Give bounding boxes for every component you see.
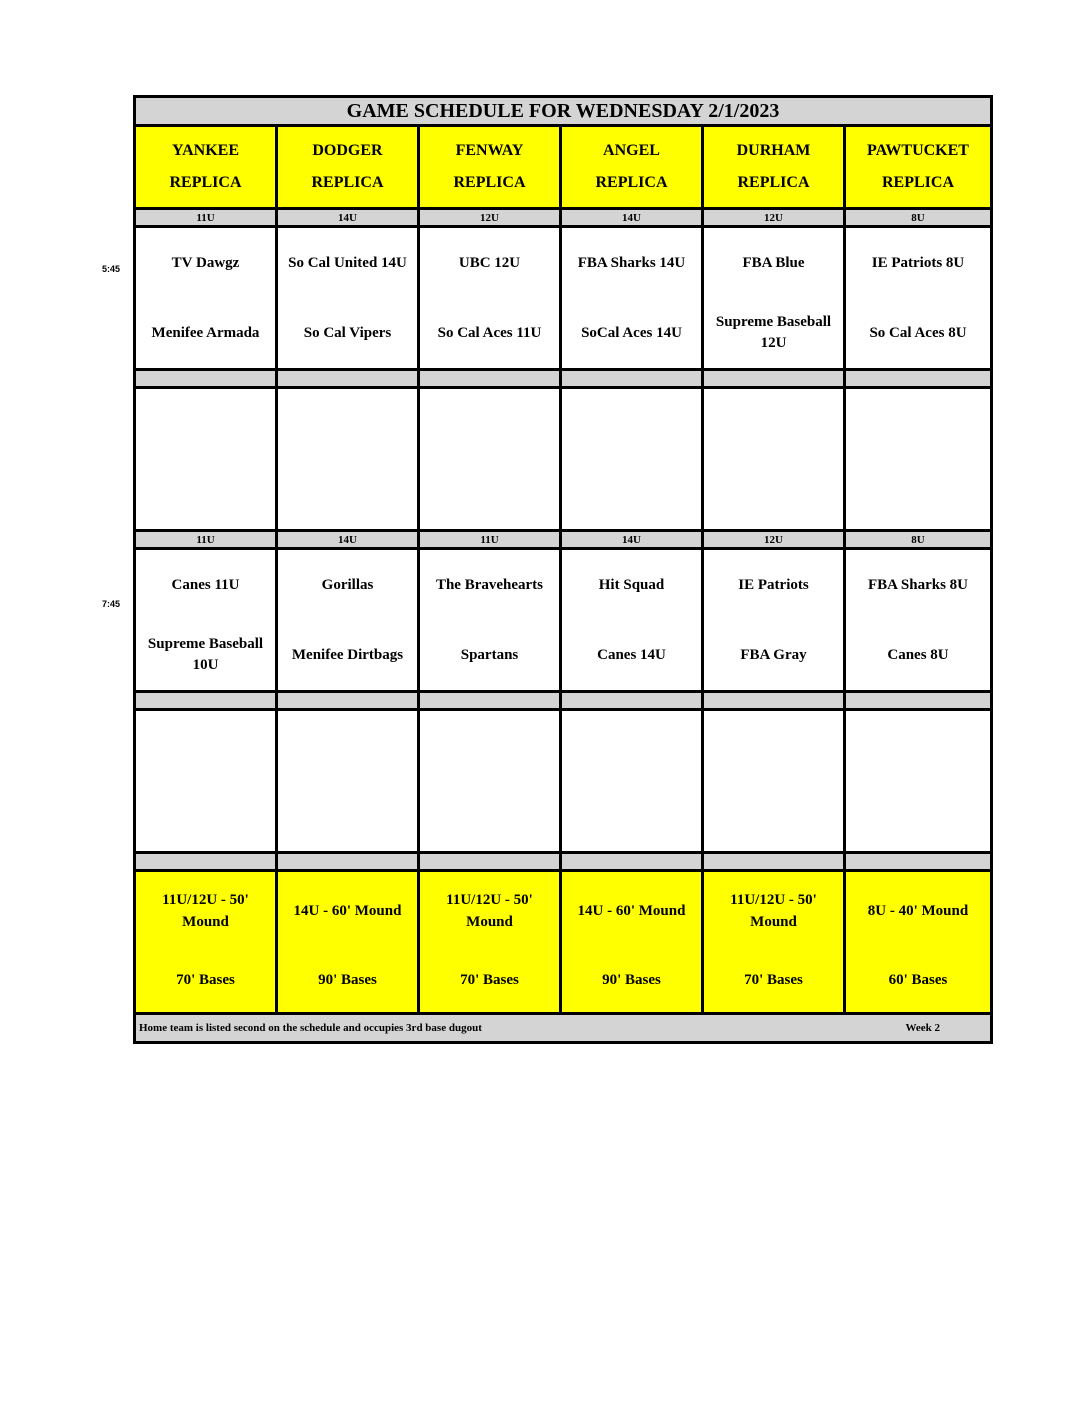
field-header bbox=[135, 126, 277, 209]
field-rules-cell bbox=[277, 871, 419, 1014]
mound-distance: 14U - 60' Mound bbox=[293, 902, 402, 919]
spacer-cell bbox=[845, 692, 992, 710]
field-name: ANGEL bbox=[603, 142, 660, 159]
empty-cell bbox=[845, 388, 992, 531]
game-cell bbox=[277, 549, 419, 692]
field-header-row bbox=[135, 126, 992, 209]
game-cell bbox=[277, 227, 419, 370]
spacer-cell bbox=[561, 370, 703, 388]
age-division: 8U bbox=[845, 209, 992, 227]
week-label: Week 2 bbox=[905, 1022, 940, 1034]
home-team: Menifee Armada bbox=[151, 324, 260, 341]
home-team-note: Home team is listed second on the schedule and occupies 3rd base dugout bbox=[139, 1022, 482, 1034]
home-team: Canes 14U bbox=[597, 646, 666, 663]
empty-cell bbox=[419, 388, 561, 531]
spacer-cell bbox=[419, 692, 561, 710]
spacer-cell bbox=[277, 692, 419, 710]
home-team: SoCal Aces 14U bbox=[581, 324, 682, 341]
schedule-title: GAME SCHEDULE FOR WEDNESDAY 2/1/2023 bbox=[135, 97, 992, 126]
age-division: 14U bbox=[561, 531, 703, 549]
spacer-cell bbox=[277, 853, 419, 871]
field-rules-cell bbox=[135, 871, 277, 1014]
away-team: FBA Blue bbox=[742, 254, 805, 271]
field-type: REPLICA bbox=[453, 174, 526, 191]
field-type: REPLICA bbox=[169, 174, 242, 191]
away-team: IE Patriots 8U bbox=[871, 254, 965, 271]
home-team: Spartans bbox=[460, 646, 519, 663]
field-header bbox=[277, 126, 419, 209]
empty-cell bbox=[277, 710, 419, 853]
spacer-row bbox=[135, 692, 992, 710]
field-header bbox=[561, 126, 703, 209]
game-cell bbox=[135, 227, 277, 370]
empty-cell bbox=[703, 710, 845, 853]
field-rules-cell bbox=[703, 871, 845, 1014]
home-team: Canes 8U bbox=[887, 646, 949, 663]
field-header bbox=[419, 126, 561, 209]
time-label: 5:45 bbox=[102, 264, 121, 274]
away-team: Gorillas bbox=[321, 576, 374, 593]
empty-cell bbox=[277, 388, 419, 531]
age-division: 12U bbox=[703, 531, 845, 549]
age-row bbox=[135, 531, 992, 549]
spacer-cell bbox=[845, 853, 992, 871]
age-division: 8U bbox=[845, 531, 992, 549]
mound-distance: 11U/12U - 50' Mound bbox=[446, 891, 533, 930]
game-row bbox=[135, 227, 992, 370]
field-rules-row bbox=[135, 871, 992, 1014]
game-cell bbox=[419, 549, 561, 692]
base-distance: 90' Bases bbox=[602, 972, 661, 988]
home-team: Supreme Baseball 10U bbox=[147, 636, 264, 673]
footer-row bbox=[135, 1014, 992, 1043]
game-cell bbox=[419, 227, 561, 370]
home-team: So Cal Aces 11U bbox=[437, 324, 542, 341]
age-division: 14U bbox=[277, 209, 419, 227]
away-team: FBA Sharks 14U bbox=[577, 254, 686, 271]
footer-cell bbox=[135, 1014, 992, 1043]
field-name: FENWAY bbox=[455, 142, 524, 159]
empty-cell bbox=[419, 710, 561, 853]
mound-distance: 14U - 60' Mound bbox=[577, 902, 686, 919]
empty-cell bbox=[135, 388, 277, 531]
game-cell bbox=[135, 549, 277, 692]
empty-cell bbox=[561, 388, 703, 531]
game-cell bbox=[703, 549, 845, 692]
away-team: UBC 12U bbox=[458, 254, 521, 271]
spacer-cell bbox=[561, 853, 703, 871]
mound-distance: 11U/12U - 50' Mound bbox=[730, 891, 817, 930]
spacer-cell bbox=[419, 853, 561, 871]
away-team: So Cal United 14U bbox=[288, 254, 407, 271]
home-team: So Cal Aces 8U bbox=[869, 324, 967, 341]
mound-distance: 11U/12U - 50' Mound bbox=[162, 891, 249, 930]
field-header bbox=[703, 126, 845, 209]
title-row bbox=[135, 97, 992, 126]
spacer-cell bbox=[419, 370, 561, 388]
base-distance: 70' Bases bbox=[744, 972, 803, 988]
age-row bbox=[135, 209, 992, 227]
base-distance: 70' Bases bbox=[176, 972, 235, 988]
empty-cell bbox=[845, 710, 992, 853]
home-team: Menifee Dirtbags bbox=[291, 646, 404, 663]
spacer-row bbox=[135, 853, 992, 871]
schedule-sheet bbox=[133, 95, 990, 1081]
age-division: 11U bbox=[135, 531, 277, 549]
game-cell bbox=[561, 549, 703, 692]
spacer-cell bbox=[703, 692, 845, 710]
spacer-cell bbox=[277, 370, 419, 388]
away-team: The Bravehearts bbox=[435, 576, 544, 593]
age-division: 11U bbox=[419, 531, 561, 549]
age-division: 12U bbox=[703, 209, 845, 227]
home-team: So Cal Vipers bbox=[303, 324, 392, 341]
spacer-cell bbox=[135, 370, 277, 388]
empty-row bbox=[135, 710, 992, 853]
base-distance: 70' Bases bbox=[460, 972, 519, 988]
spacer-cell bbox=[135, 853, 277, 871]
spacer-cell bbox=[703, 370, 845, 388]
field-type: REPLICA bbox=[595, 174, 668, 191]
home-team: FBA Gray bbox=[740, 646, 807, 663]
age-division: 14U bbox=[561, 209, 703, 227]
age-division: 14U bbox=[277, 531, 419, 549]
field-rules-cell bbox=[845, 871, 992, 1014]
base-distance: 90' Bases bbox=[318, 972, 377, 988]
away-team: Hit Squad bbox=[598, 576, 665, 593]
empty-cell bbox=[561, 710, 703, 853]
time-label: 7:45 bbox=[102, 599, 121, 609]
game-row bbox=[135, 549, 992, 692]
spacer-row bbox=[135, 370, 992, 388]
field-name: PAWTUCKET bbox=[867, 142, 969, 159]
base-distance: 60' Bases bbox=[888, 972, 948, 988]
empty-row bbox=[135, 388, 992, 531]
away-team: TV Dawgz bbox=[171, 254, 240, 271]
spacer-cell bbox=[703, 853, 845, 871]
home-team: Supreme Baseball 12U bbox=[715, 314, 832, 351]
age-division: 11U bbox=[135, 209, 277, 227]
away-team: Canes 11U bbox=[171, 576, 240, 593]
game-cell bbox=[703, 227, 845, 370]
game-cell bbox=[561, 227, 703, 370]
empty-cell bbox=[703, 388, 845, 531]
spacer-cell bbox=[135, 692, 277, 710]
mound-distance: 8U - 40' Mound bbox=[867, 902, 969, 919]
field-rules-cell bbox=[561, 871, 703, 1014]
field-type: REPLICA bbox=[737, 174, 810, 191]
spacer-cell bbox=[845, 370, 992, 388]
spacer-cell bbox=[561, 692, 703, 710]
field-name: DODGER bbox=[312, 142, 383, 159]
field-type: REPLICA bbox=[881, 174, 954, 191]
away-team: FBA Sharks 8U bbox=[867, 576, 969, 593]
field-type: REPLICA bbox=[311, 174, 384, 191]
empty-cell bbox=[135, 710, 277, 853]
game-cell bbox=[845, 227, 992, 370]
field-rules-cell bbox=[419, 871, 561, 1014]
away-team: IE Patriots bbox=[738, 576, 809, 593]
field-name: DURHAM bbox=[736, 142, 811, 159]
field-name: YANKEE bbox=[172, 142, 239, 159]
field-header bbox=[845, 126, 992, 209]
age-division: 12U bbox=[419, 209, 561, 227]
schedule-table bbox=[133, 95, 993, 1044]
game-cell bbox=[845, 549, 992, 692]
